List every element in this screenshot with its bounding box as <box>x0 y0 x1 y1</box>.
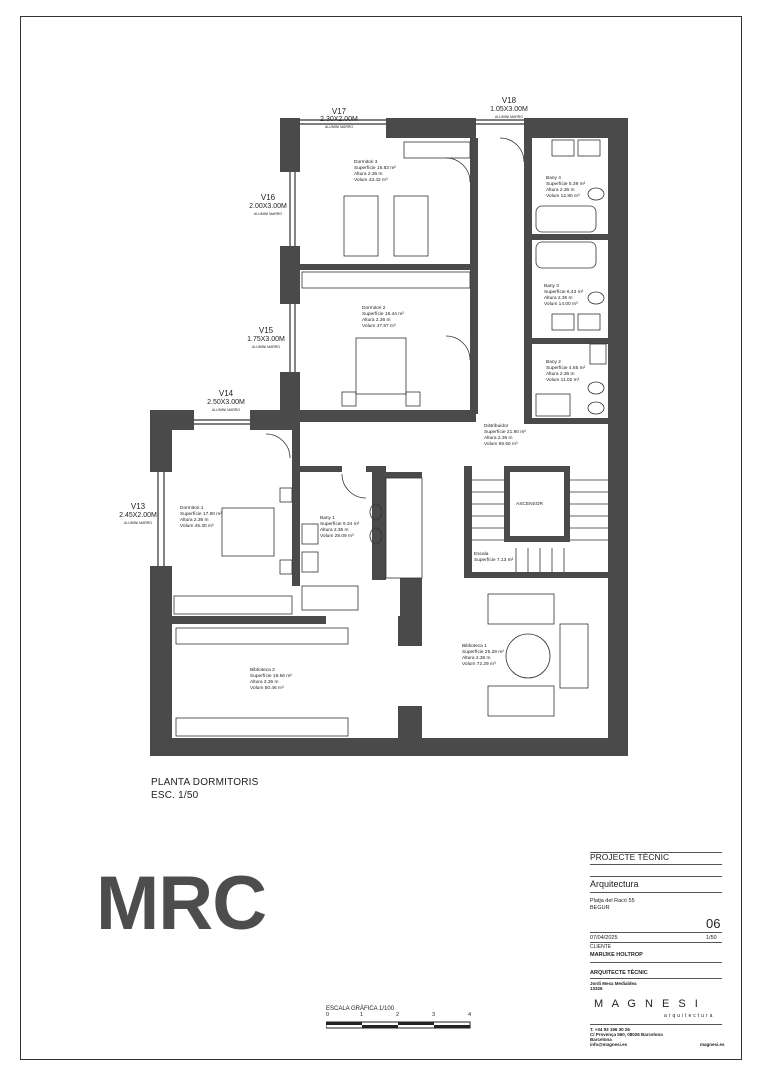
wall <box>366 466 386 472</box>
wall <box>150 566 172 756</box>
bookshelf <box>176 628 348 644</box>
scale-tick: 1 <box>360 1012 364 1018</box>
room-name: Bany 1 <box>320 516 335 521</box>
room-height: Altura 2.36 m <box>546 187 575 193</box>
wall <box>504 466 510 542</box>
room-height: Altura 2.36 m <box>544 295 573 301</box>
window-v18-material: ALUMINI MARRO <box>494 115 524 119</box>
mrc-logo: MRC <box>96 861 267 946</box>
divider <box>590 1024 722 1025</box>
shower <box>536 394 570 416</box>
room-label-bany2 <box>546 360 585 384</box>
wall <box>386 118 476 138</box>
contact-city: Barcelona <box>590 1037 612 1042</box>
window-v14-code: V14 <box>218 389 234 398</box>
room-label-biblioteca1 <box>462 644 504 668</box>
window-v16-size: 2.00X3.00M <box>249 203 287 210</box>
wardrobe <box>174 596 292 614</box>
room-area: Superfície 16.44 m² <box>362 311 404 317</box>
sink <box>552 140 574 156</box>
wall <box>524 138 532 424</box>
window-v14-material: ALUMINI MARRO <box>211 408 241 412</box>
room-label-ascensor: ASCENSOR <box>516 502 543 507</box>
room-area: Superfície 7.13 m² <box>474 557 514 563</box>
window-v18-size: 1.05X3.00M <box>490 106 528 113</box>
window-v13-code: V13 <box>130 502 146 511</box>
room-name: Dormitori 2 <box>362 306 386 311</box>
bathtub <box>536 206 596 232</box>
door-swing <box>446 336 470 360</box>
nightstand <box>406 392 420 406</box>
client-name: MARIJKE HOLTROP <box>590 952 643 958</box>
firm-subtitle: arquitectura <box>664 1013 715 1019</box>
scale-tick: 2 <box>396 1012 400 1018</box>
toilet <box>588 402 604 414</box>
divider <box>590 932 722 933</box>
wall <box>372 472 386 580</box>
wall <box>564 466 570 542</box>
room-label-dormitori1 <box>180 506 222 530</box>
wardrobe <box>302 272 470 288</box>
wall <box>280 246 300 304</box>
bed <box>344 196 378 256</box>
room-name: Bany 3 <box>544 284 559 289</box>
bed <box>356 338 406 394</box>
window-v14-size: 2.50X3.00M <box>207 399 245 406</box>
cabinet <box>386 478 422 578</box>
room-label-distribuidor <box>484 424 526 448</box>
room-name: Bany 2 <box>546 360 561 365</box>
room-name: Escala <box>474 552 489 557</box>
sink <box>578 314 600 330</box>
room-volume: Volum 47.57 m³ <box>362 323 396 329</box>
divider <box>590 978 722 979</box>
window-v13-material: ALUMINI MARRO <box>123 521 153 525</box>
room-area: Superfície 17.90 m² <box>180 511 222 517</box>
wall <box>532 234 608 240</box>
room-name: Dormitori 3 <box>354 160 378 165</box>
contact-phone: T. +34 93 196 30 26 <box>590 1027 630 1032</box>
window-v15-code: V15 <box>258 326 274 335</box>
contact-web: magnesi.es <box>700 1042 725 1047</box>
divider <box>590 864 722 865</box>
sink <box>590 344 606 364</box>
room-name: Distribuidor <box>484 424 509 429</box>
window-v15-size: 1.75X3.00M <box>247 336 285 343</box>
room-area: Superfície 4.65 m² <box>546 365 586 371</box>
round-table <box>506 634 550 678</box>
wall <box>250 410 300 430</box>
door-swing <box>266 434 290 458</box>
room-label-bany1 <box>320 516 359 540</box>
room-label-dormitori2 <box>362 306 404 330</box>
wall <box>280 372 300 412</box>
plan-title: PLANTA DORMITORIS <box>151 777 259 788</box>
toilet <box>588 292 604 304</box>
address-line1: Platja del Racó 55 <box>590 898 635 904</box>
window-v13-size: 2.45X2.00M <box>119 512 157 519</box>
scale-tick: 4 <box>468 1012 472 1018</box>
room-volume: Volum 43.42 m³ <box>354 177 388 183</box>
sink <box>552 314 574 330</box>
discipline: Arquitectura <box>590 879 639 889</box>
room-volume: Volum 56.50 m³ <box>484 441 518 447</box>
bed <box>222 508 274 556</box>
wall <box>150 738 628 756</box>
wall <box>280 118 300 172</box>
divider <box>590 876 722 877</box>
scale-bar <box>326 1020 472 1030</box>
divider <box>590 942 722 943</box>
wall <box>292 430 300 586</box>
toilet <box>588 382 604 394</box>
room-area: Superfície 5.39 m² <box>546 181 586 187</box>
sink <box>302 524 318 544</box>
room-height: Altura 2.36 m <box>484 435 513 441</box>
room-area: Superfície 25.29 m² <box>462 649 504 655</box>
wall <box>150 616 326 624</box>
fixtures <box>174 138 608 736</box>
room-area: Superfície 19.56 m² <box>250 673 292 679</box>
wall <box>386 472 422 478</box>
contact-address: C/ Provença 560, 08026 Barcelona <box>590 1032 663 1037</box>
room-name: Bany 4 <box>546 176 561 181</box>
nightstand <box>342 392 356 406</box>
room-height: Altura 2.36 m <box>180 517 209 523</box>
wall <box>504 536 570 542</box>
room-name: Biblioteca 2 <box>250 668 275 673</box>
room-height: Altura 2.36 m <box>362 317 391 323</box>
contact-email: info@magnesi.es <box>590 1042 628 1047</box>
divider <box>590 962 722 963</box>
room-volume: Volum 12.80 m³ <box>546 193 580 199</box>
scale-bar-title: ESCALA GRÀFICA 1/100 <box>326 1006 395 1012</box>
issue-date: 07/04/2025 <box>590 935 618 941</box>
room-label-biblioteca2 <box>250 668 292 692</box>
window-v16-code: V16 <box>260 193 276 202</box>
room-height: Altura 2.36 m <box>320 527 349 533</box>
wall <box>470 138 478 414</box>
firm-name: M A G N E S I <box>594 998 701 1010</box>
sheet-number: 06 <box>706 916 721 931</box>
wall <box>398 706 422 740</box>
door-swing <box>500 138 524 162</box>
toilet <box>588 188 604 200</box>
room-label-dormitori3 <box>354 160 396 184</box>
window-v18-code: V18 <box>501 96 517 105</box>
wall <box>608 118 628 418</box>
sofa <box>488 686 554 716</box>
room-height: Altura 2.36 m <box>462 655 491 661</box>
room-area: Superfície 16.83 m² <box>354 165 396 171</box>
scale-tick: 0 <box>326 1012 330 1018</box>
nightstand <box>280 488 292 502</box>
architect-label: ARQUITECTE TÈCNIC <box>590 970 648 976</box>
window-v16-material: ALUMINI MARRO <box>253 212 283 216</box>
wall <box>300 264 476 270</box>
wardrobe <box>404 142 470 158</box>
architect-number: 13326 <box>590 986 603 991</box>
room-volume: Volum 11.02 m³ <box>546 377 580 383</box>
shower <box>302 586 358 610</box>
room-name: Dormitori 1 <box>180 506 204 511</box>
window-v17-code: V17 <box>331 107 347 116</box>
wall <box>504 466 570 472</box>
wall <box>608 418 628 756</box>
scale-tick: 3 <box>432 1012 436 1018</box>
client-label: CLIENTE <box>590 944 612 950</box>
wall <box>398 616 422 646</box>
room-volume: Volum 50.46 m³ <box>250 685 284 691</box>
project-type: PROJECTE TÈCNIC <box>590 852 670 862</box>
sofa <box>560 624 588 688</box>
wall <box>300 410 476 422</box>
room-volume: Volum 45.30 m³ <box>180 523 214 529</box>
window-v17-size: 2.30X2.00M <box>320 116 358 123</box>
wall <box>464 572 608 578</box>
sink <box>578 140 600 156</box>
nightstand <box>280 560 292 574</box>
room-label-escala <box>474 552 513 564</box>
room-height: Altura 2.36 m <box>546 371 575 377</box>
door-swing <box>342 474 366 498</box>
address-line2: BEGUR <box>590 905 610 911</box>
bed <box>394 196 428 256</box>
bathtub <box>536 242 596 268</box>
room-name: Biblioteca 1 <box>462 644 487 649</box>
architect-name: Jordi Mesa Medialdea <box>590 981 637 986</box>
divider <box>590 892 722 893</box>
room-volume: Volum 72.29 m³ <box>462 661 496 667</box>
sink <box>302 552 318 572</box>
room-label-bany3 <box>544 284 583 308</box>
window-v15-material: ALUMINI MARRO <box>251 345 281 349</box>
plan-scale: ESC. 1/50 <box>151 790 199 801</box>
room-label-bany4 <box>546 176 585 200</box>
room-volume: Volum 14.00 m³ <box>544 301 578 307</box>
door-swing <box>446 158 470 182</box>
room-area: Superfície 9.34 m² <box>320 521 360 527</box>
room-volume: Volum 28.09 m³ <box>320 533 354 539</box>
wall <box>532 338 608 344</box>
sofa <box>488 594 554 624</box>
drawing-scale: 1/50 <box>706 935 717 941</box>
room-area: Superfície 6.43 m² <box>544 289 584 295</box>
wall <box>464 466 472 578</box>
wall <box>150 410 172 472</box>
wall <box>300 466 342 472</box>
wall <box>400 578 422 618</box>
bookshelf <box>176 718 348 736</box>
room-height: Altura 2.36 m <box>250 679 279 685</box>
window-v17-material: ALUMINI MARRO <box>324 125 354 129</box>
room-area: Superfície 21.90 m² <box>484 429 526 435</box>
wall <box>524 418 608 424</box>
room-height: Altura 2.36 m <box>354 171 383 177</box>
